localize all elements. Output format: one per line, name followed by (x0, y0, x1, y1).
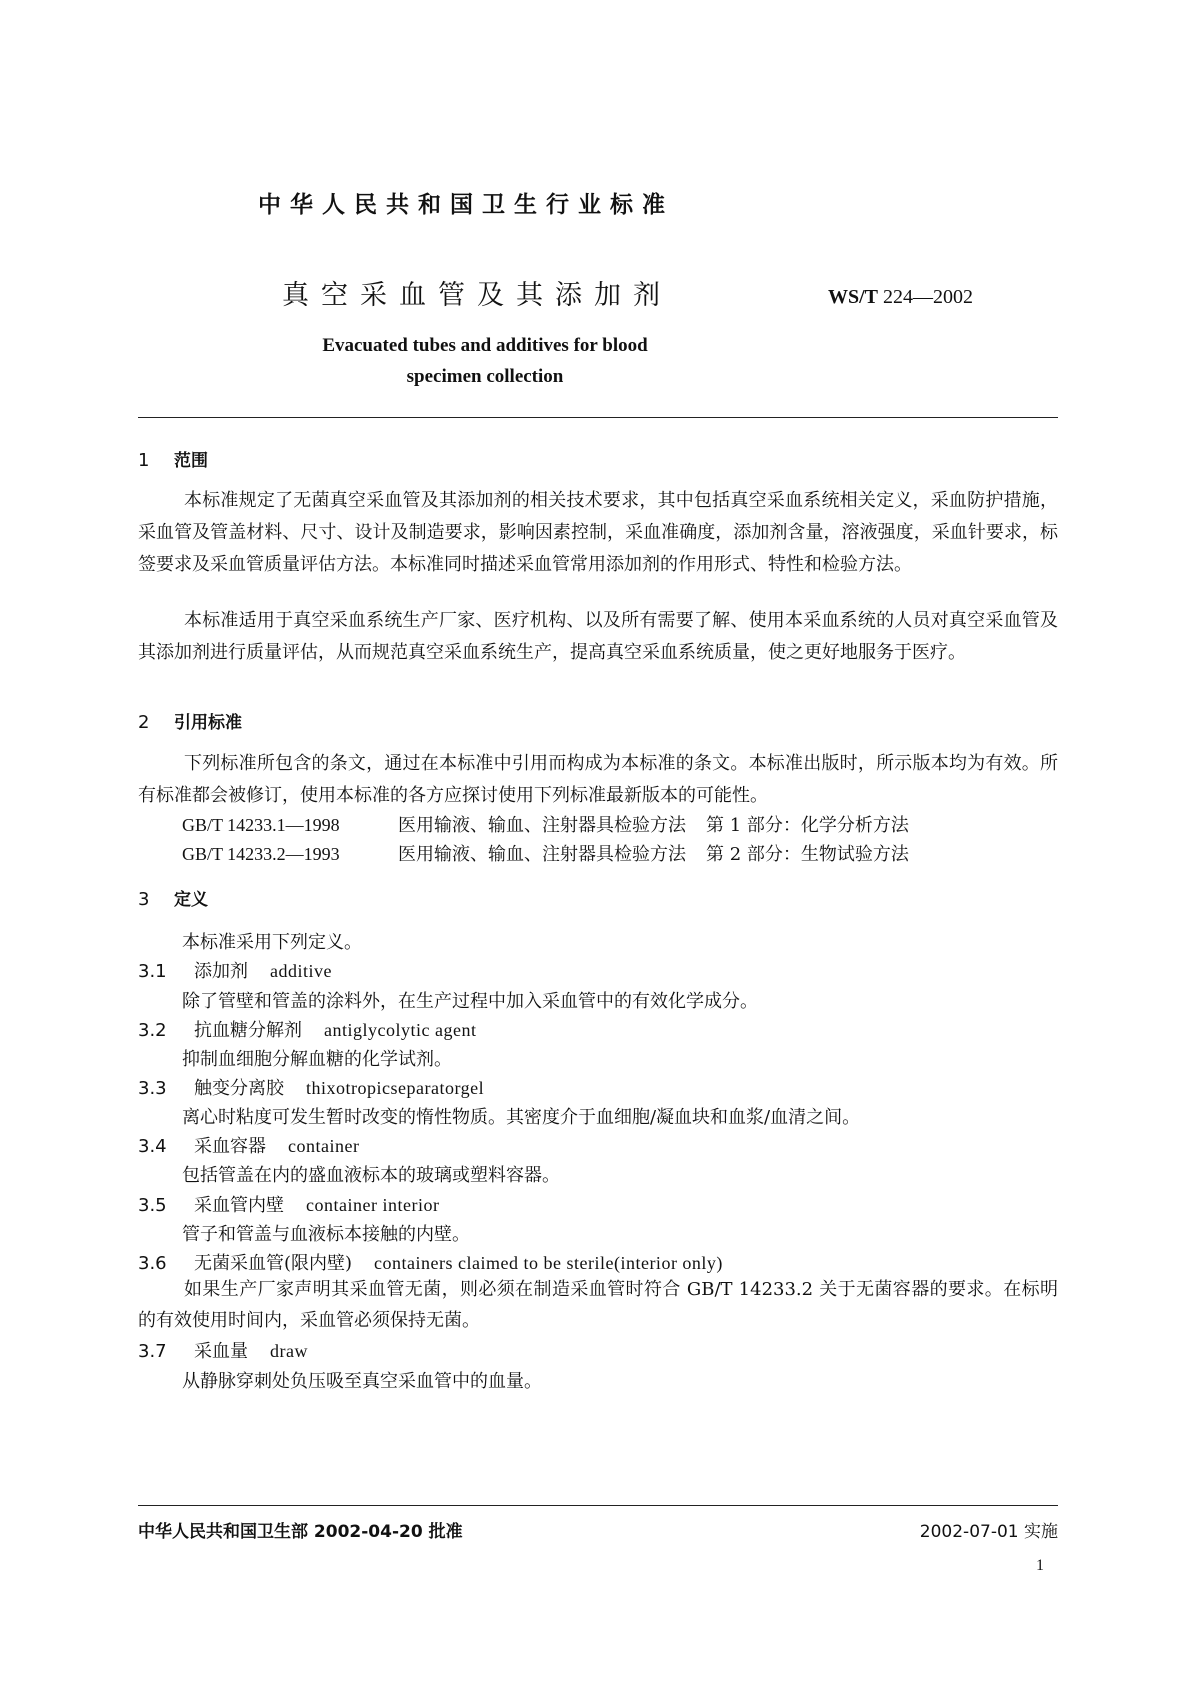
scope-paragraph-1: 本标准规定了无菌真空采血管及其添加剂的相关技术要求，其中包括真空采血系统相关定义，采血防护措施，采血管及管盖材料、尺寸、设计及制造要求，影响因素控制，采血准确度，添加剂含量，溶液强度，采血针要求，标签要求及采血管质量评估方法。本标准同时描述采血管常用添加剂的作用形式、特性和检验方法。 (138, 490, 1058, 575)
definition-term (138, 1016, 476, 1042)
definition-term (138, 1249, 723, 1275)
definition-term-cn: 抗血糖分解剂 (194, 1020, 302, 1041)
standard-prefix: WS/T (828, 286, 879, 308)
section-title: 引用标准 (174, 713, 242, 733)
footer-divider (138, 1505, 1058, 1506)
definitions-intro: 本标准采用下列定义。 (182, 932, 362, 953)
english-title: Evacuated tubes and additives for blood specimen collection (322, 335, 648, 387)
definition-term (138, 1337, 308, 1363)
normative-references-paragraph: 下列标准所包含的条文，通过在本标准中引用而构成为本标准的条文。本标准出版时，所示版本均为有效。所有标准都会被修订，使用本标准的各方应探讨使用下列标准最新版本的可能性。 (138, 753, 1058, 806)
definition-term (138, 1191, 439, 1217)
definition-term-en: antiglycolytic agent (324, 1020, 477, 1040)
reference-part: 第 2 部分：生物试验方法 (706, 844, 909, 865)
reference-item (182, 811, 909, 837)
section-number: 1 (138, 450, 150, 471)
issuing-body-title: 中华人民共和国卫生行业标准 (258, 192, 674, 218)
reference-item (182, 840, 909, 866)
section-number: 2 (138, 712, 150, 733)
document-title: 真空采血管及其添加剂 (282, 280, 672, 311)
reference-part: 第 1 部分：化学分析方法 (706, 815, 909, 836)
standard-number: 224—2002 (883, 286, 974, 308)
definition-term-cn: 采血量 (194, 1341, 248, 1362)
definition-term-en: containers claimed to be sterile(interior only) (374, 1253, 723, 1273)
definition-term-en: thixotropicseparatorgel (306, 1078, 485, 1098)
header-divider (138, 417, 1058, 418)
section-3-heading (138, 885, 208, 910)
reference-title: 医用输液、输血、注射器具检验方法 (398, 815, 686, 836)
definition-term-cn: 触变分离胶 (194, 1078, 284, 1099)
definition-number: 3.4 (138, 1136, 167, 1157)
definition-number: 3.1 (138, 961, 167, 982)
definition-body: 从静脉穿刺处负压吸至真空采血管中的血量。 (182, 1371, 542, 1392)
definition-number: 3.5 (138, 1195, 167, 1216)
definition-body: 如果生产厂家声明其采血管无菌，则必须在制造采血管时符合 GB/T 14233.2 关于无菌容器的要求。在标明的有效使用时间内，采血管必须保持无菌。 (138, 1279, 1058, 1331)
standard-code (828, 286, 973, 309)
definition-term (138, 957, 332, 983)
definition-term-en: draw (270, 1341, 308, 1361)
definition-number: 3.3 (138, 1078, 167, 1099)
approval-line: 中华人民共和国卫生部 2002-04-20 批准 (138, 1522, 463, 1542)
definition-body: 除了管壁和管盖的涂料外，在生产过程中加入采血管中的有效化学成分。 (182, 991, 758, 1012)
definition-term-cn: 添加剂 (194, 961, 248, 982)
definition-body: 离心时粘度可发生暂时改变的惰性物质。其密度介于血细胞/凝血块和血浆/血清之间。 (182, 1107, 861, 1128)
definition-term-cn: 无菌采血管(限内壁) (194, 1253, 353, 1274)
section-number: 3 (138, 889, 150, 910)
reference-code: GB/T 14233.2—1993 (182, 844, 340, 864)
definition-term (138, 1132, 359, 1158)
definition-term-en: container interior (306, 1195, 440, 1215)
section-2-heading (138, 708, 242, 733)
definition-body: 管子和管盖与血液标本接触的内壁。 (182, 1224, 470, 1245)
definition-number: 3.6 (138, 1253, 167, 1274)
definition-term-cn: 采血容器 (194, 1136, 266, 1157)
definition-number: 3.7 (138, 1341, 167, 1362)
definition-term-en: additive (270, 961, 332, 981)
definition-body: 包括管盖在内的盛血液标本的玻璃或塑料容器。 (182, 1165, 560, 1186)
scope-paragraph-2: 本标准适用于真空采血系统生产厂家、医疗机构、以及所有需要了解、使用本采血系统的人员对真空采血管及其添加剂进行质量评估，从而规范真空采血系统生产，提高真空采血系统质量，使之更好地服务于医疗。 (138, 610, 1058, 663)
effective-date: 2002-07-01 实施 (919, 1522, 1058, 1542)
reference-code: GB/T 14233.1—1998 (182, 815, 340, 835)
page-number: 1 (1036, 1557, 1044, 1574)
section-title: 范围 (174, 451, 208, 471)
section-1-heading (138, 446, 208, 471)
definition-term (138, 1074, 484, 1100)
definition-term-cn: 采血管内壁 (194, 1195, 284, 1216)
definition-body: 抑制血细胞分解血糖的化学试剂。 (182, 1049, 452, 1070)
reference-title: 医用输液、输血、注射器具检验方法 (398, 844, 686, 865)
definition-term-en: container (288, 1136, 360, 1156)
definition-number: 3.2 (138, 1020, 167, 1041)
section-title: 定义 (174, 890, 208, 910)
